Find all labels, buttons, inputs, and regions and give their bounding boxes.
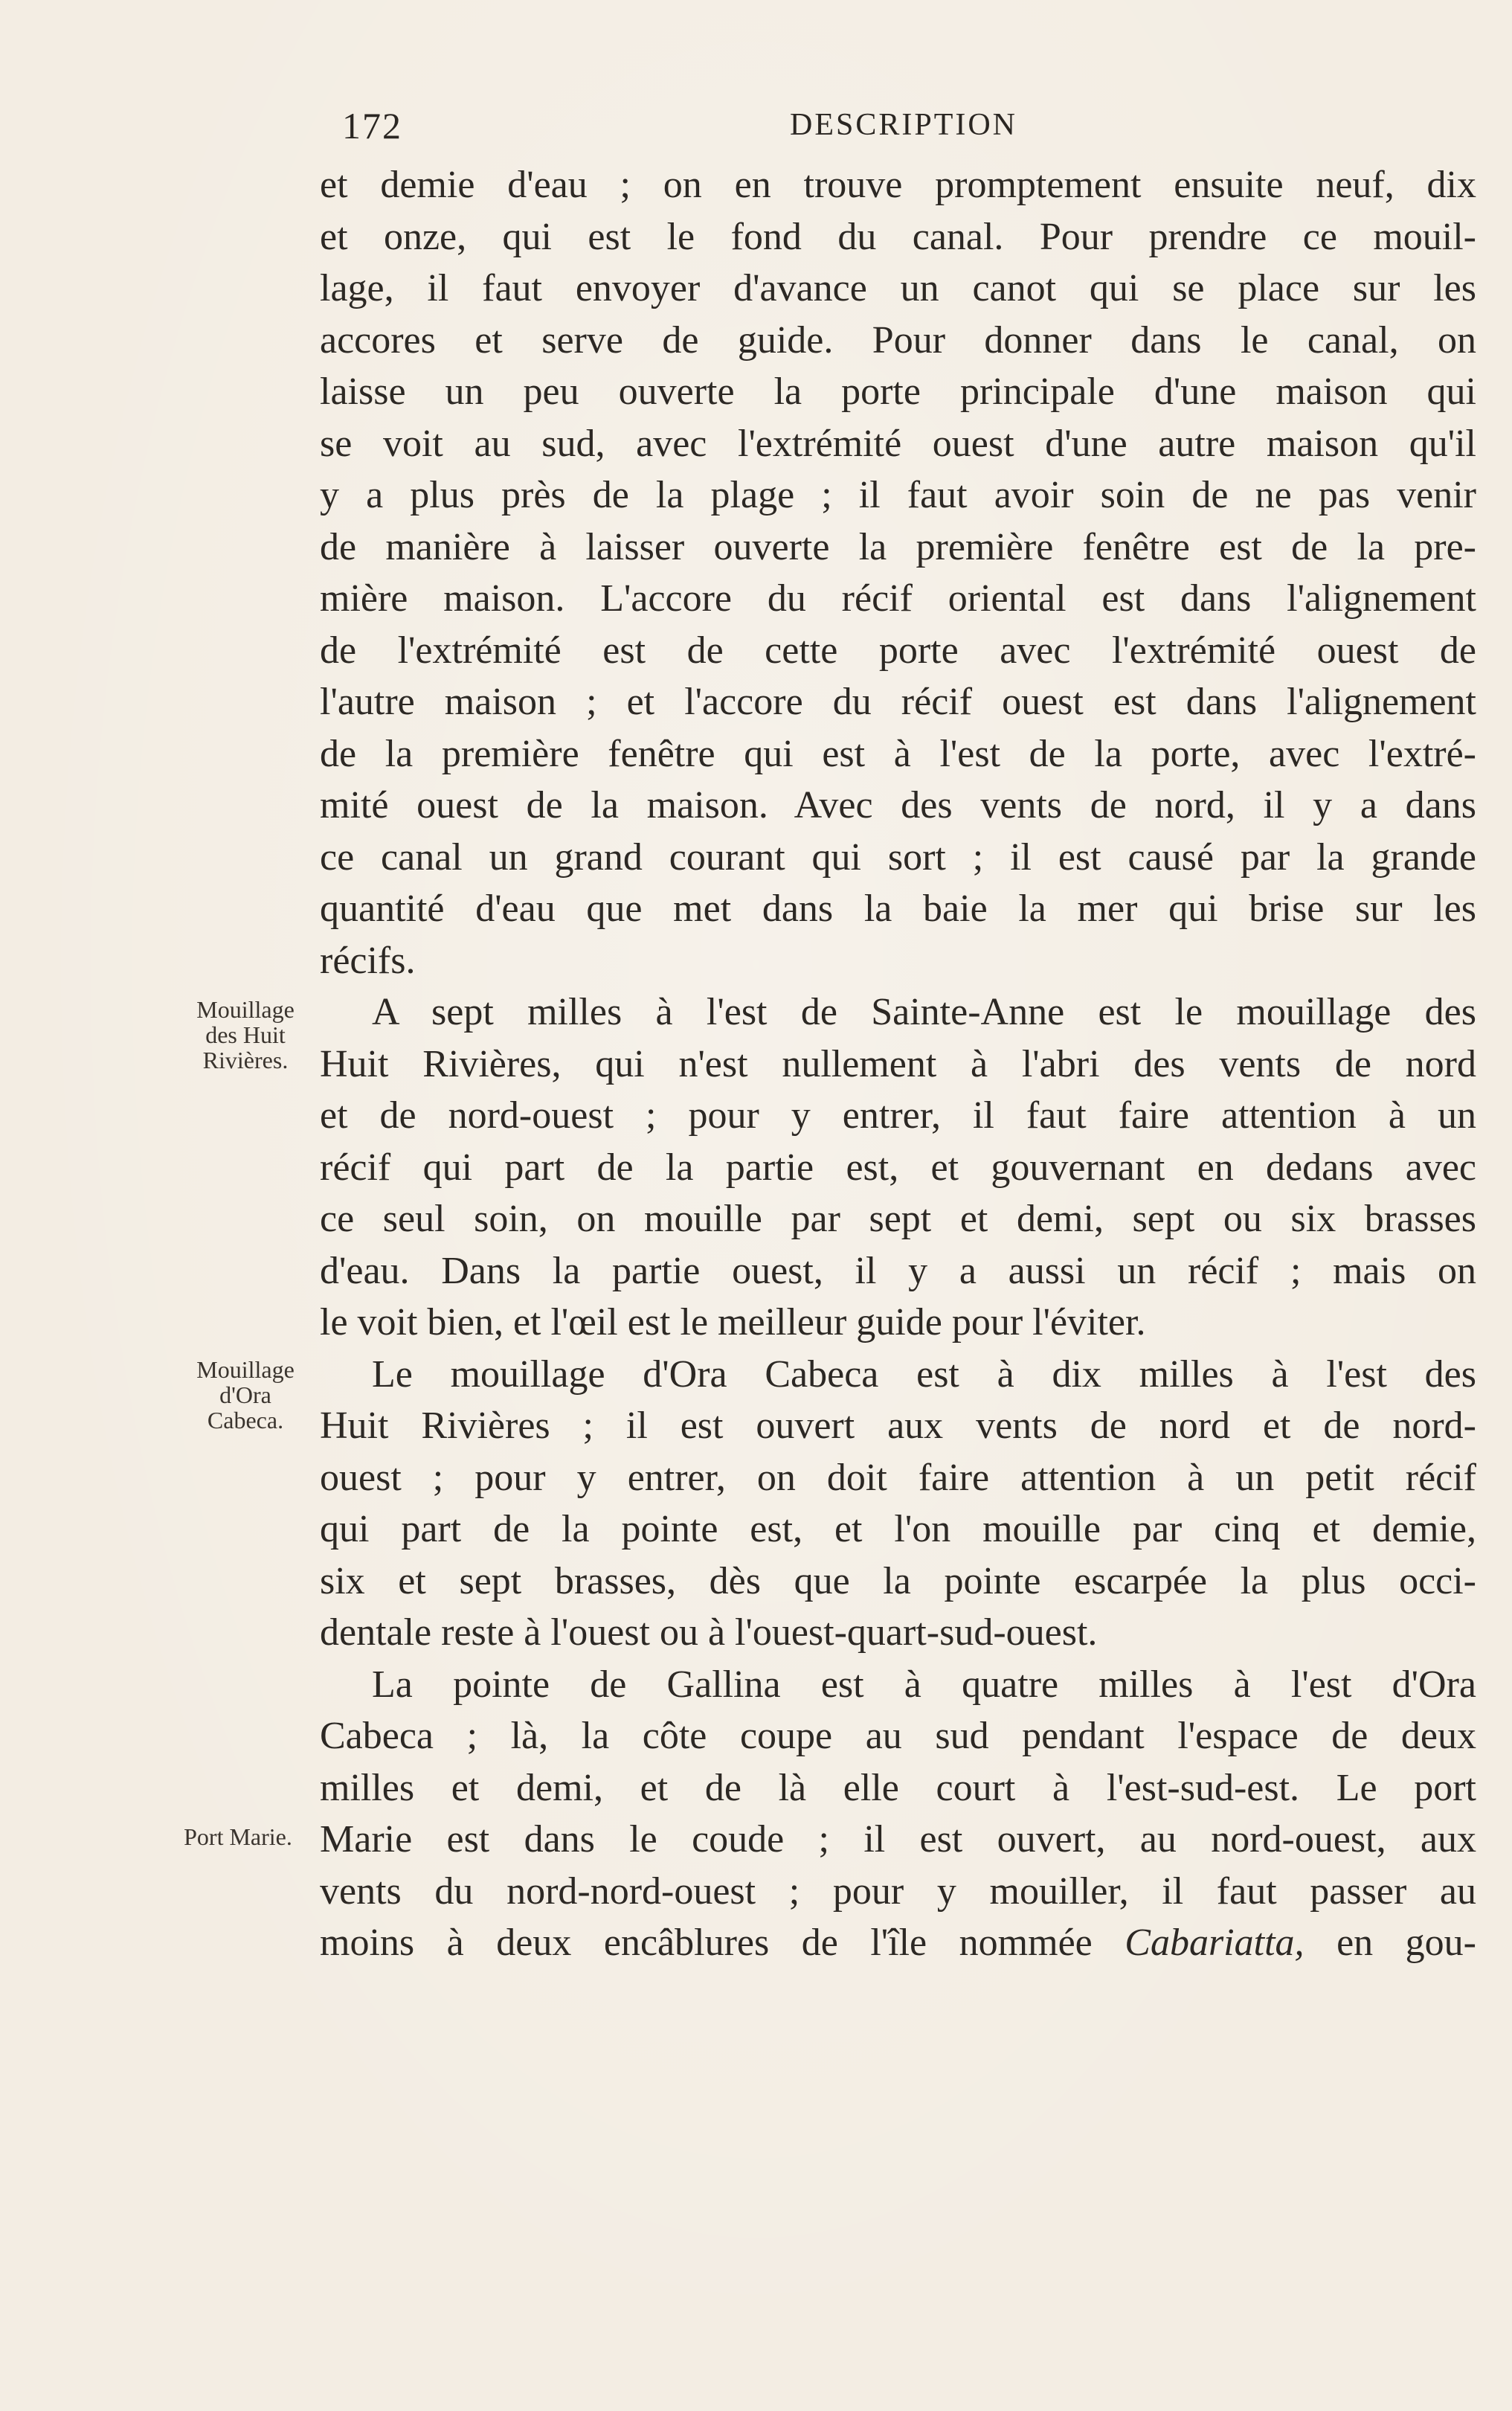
text-line: et onze, qui est le fond du canal. Pour prendre ce mouil- xyxy=(320,215,1476,258)
text-line: de la première fenêtre qui est à l'est de la porte, avec l'extré- xyxy=(320,732,1476,775)
text-line: A sept milles à l'est de Sainte-Anne est le mouillage des xyxy=(372,991,1476,1033)
text-line: laisse un peu ouverte la porte principale d'une maison qui xyxy=(320,370,1476,413)
text-line: ce canal un grand courant qui sort ; il est causé par la grande xyxy=(320,835,1476,879)
text-line: dentale reste à l'ouest ou à l'ouest-quart-sud-ouest. xyxy=(320,1611,1098,1654)
text-line-tail: en gou- xyxy=(1336,1922,1476,1964)
text-line: et de nord-ouest ; pour y entrer, il faut faire attention à un xyxy=(320,1094,1476,1137)
text-line: l'autre maison ; et l'accore du récif ouest est dans l'alignement xyxy=(320,681,1476,723)
text-line-last xyxy=(320,1917,1476,1969)
margin-note-line: des Huit xyxy=(205,1021,286,1048)
margin-note-line: Port Marie. xyxy=(184,1823,292,1850)
margin-note-line: Rivières. xyxy=(202,1047,289,1073)
text-line: de manière à laisser ouverte la première fenêtre est de la pre- xyxy=(320,525,1476,568)
text-line: quantité d'eau que met dans la baie la mer qui brise sur les xyxy=(320,887,1476,930)
text-line: mière maison. L'accore du récif oriental est dans l'alignement xyxy=(320,577,1476,620)
text-line: de l'extrémité est de cette porte avec l'extrémité ouest de xyxy=(320,629,1476,672)
text-line: récif qui part de la partie est, et gouvernant en dedans avec xyxy=(320,1146,1476,1189)
text-line: lage, il faut envoyer d'avance un canot qui se place sur les xyxy=(320,267,1476,309)
text-line: mité ouest de la maison. Avec des vents de nord, il y a dans xyxy=(320,784,1476,826)
place-name-italic: Cabariatta, xyxy=(1125,1922,1304,1964)
text-line: milles et demi, et de là elle court à l'est-sud-est. Le port xyxy=(320,1766,1476,1809)
margin-note-huit-rivieres xyxy=(167,997,324,1073)
text-line: y a plus près de la plage ; il faut avoir soin de ne pas venir xyxy=(320,474,1476,516)
text-line-head: moins à deux encâblures de l'île nommée xyxy=(320,1922,1093,1964)
margin-note-ora-cabeca xyxy=(167,1357,324,1433)
text-line: Huit Rivières ; il est ouvert aux vents de nord et de nord- xyxy=(320,1404,1476,1447)
text-line: Cabeca ; là, la côte coupe au sud pendant l'espace de deux xyxy=(320,1715,1476,1757)
page-number: 172 xyxy=(342,105,402,147)
text-line: ouest ; pour y entrer, on doit faire attention à un petit récif xyxy=(320,1456,1476,1499)
text-line: et demie d'eau ; on en trouve promptement ensuite neuf, dix xyxy=(320,164,1476,206)
text-line: qui part de la pointe est, et l'on mouille par cinq et demie, xyxy=(320,1508,1476,1550)
text-line: Huit Rivières, qui n'est nullement à l'abri des vents de nord xyxy=(320,1042,1476,1085)
margin-note-line: Mouillage xyxy=(196,996,295,1023)
margin-note-line: Cabeca. xyxy=(207,1407,284,1434)
text-line: vents du nord-nord-ouest ; pour y mouiller, il faut passer au xyxy=(320,1869,1476,1913)
text-line: La pointe de Gallina est à quatre milles à l'est d'Ora xyxy=(372,1663,1476,1706)
text-line: accores et serve de guide. Pour donner dans le canal, on xyxy=(320,318,1476,362)
page-header xyxy=(327,104,1476,149)
text-line: d'eau. Dans la partie ouest, il y a aussi un récif ; mais on xyxy=(320,1249,1476,1292)
text-line: ce seul soin, on mouille par sept et demi, sept ou six brasses xyxy=(320,1198,1476,1240)
margin-note-line: Mouillage xyxy=(196,1356,295,1383)
text-line: le voit bien, et l'œil est le meilleur guide pour l'éviter. xyxy=(320,1301,1146,1343)
margin-note-line: d'Ora xyxy=(219,1381,271,1408)
body-text xyxy=(320,159,1476,1969)
text-line: Le mouillage d'Ora Cabeca est à dix milles à l'est des xyxy=(372,1352,1476,1396)
running-title: DESCRIPTION xyxy=(789,108,1018,142)
text-line: récifs. xyxy=(320,939,416,982)
text-line: Marie est dans le coude ; il est ouvert, au nord-ouest, aux xyxy=(320,1818,1476,1861)
text-line: se voit au sud, avec l'extrémité ouest d'une autre maison qu'il xyxy=(320,422,1476,465)
margin-note-port-marie xyxy=(149,1824,327,1849)
text-line: six et sept brasses, dès que la pointe escarpée la plus occi- xyxy=(320,1559,1476,1602)
